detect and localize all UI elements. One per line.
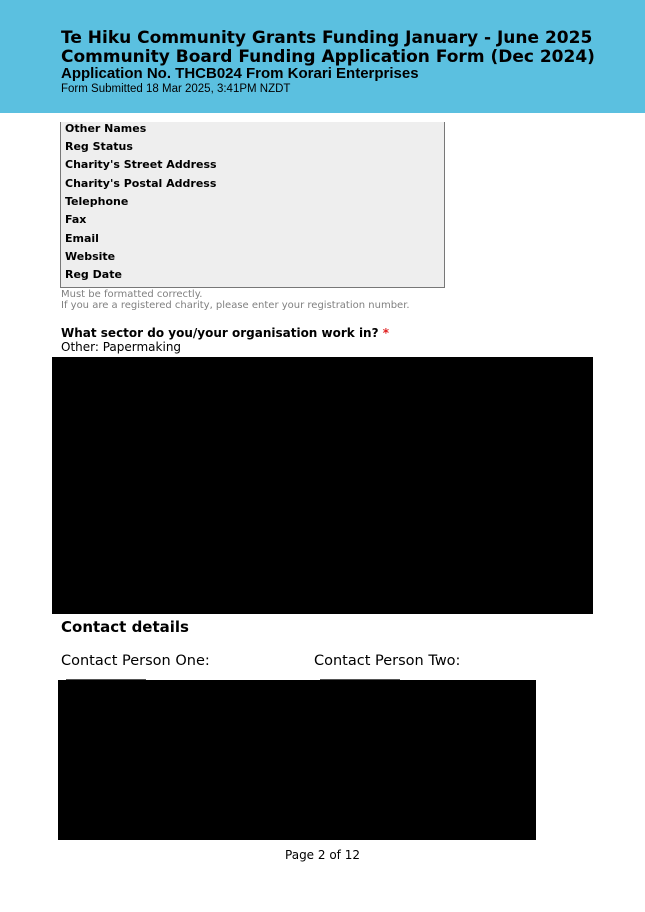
row-website: Website [65, 250, 116, 263]
contact-person-two-label: Contact Person Two: [314, 653, 461, 669]
sector-question [61, 326, 389, 340]
sector-question-label: What sector do you/your organisation work in? [61, 326, 379, 340]
required-marker: * [382, 326, 390, 340]
format-hint: Must be formatted correctly. [61, 289, 203, 300]
redacted-block [58, 680, 536, 840]
redacted-block [52, 357, 593, 614]
page-header [0, 0, 645, 113]
sector-answer: Other: Papermaking [61, 340, 182, 354]
row-email: Email [65, 232, 99, 245]
row-other-names: Other Names [65, 122, 147, 135]
form-title-line2: Community Board Funding Application Form (Dec 2024) [61, 47, 595, 67]
form-title-line1: Te Hiku Community Grants Funding January - June 2025 [61, 28, 593, 48]
registration-hint: If you are a registered charity, please enter your registration number. [61, 300, 410, 311]
page-number: Page 2 of 12 [285, 848, 360, 862]
row-postal-address: Charity's Postal Address [65, 177, 217, 190]
row-reg-date: Reg Date [65, 268, 122, 281]
application-number: Application No. THCB024 From Korari Enterprises [61, 65, 419, 82]
row-telephone: Telephone [65, 195, 129, 208]
contact-details-title: Contact details [61, 618, 189, 636]
row-street-address: Charity's Street Address [65, 158, 217, 171]
submission-timestamp: Form Submitted 18 Mar 2025, 3:41PM NZDT [61, 83, 291, 95]
row-reg-status: Reg Status [65, 140, 133, 153]
row-fax: Fax [65, 213, 87, 226]
contact-person-one-label: Contact Person One: [61, 653, 210, 669]
charity-info-table [60, 122, 445, 288]
